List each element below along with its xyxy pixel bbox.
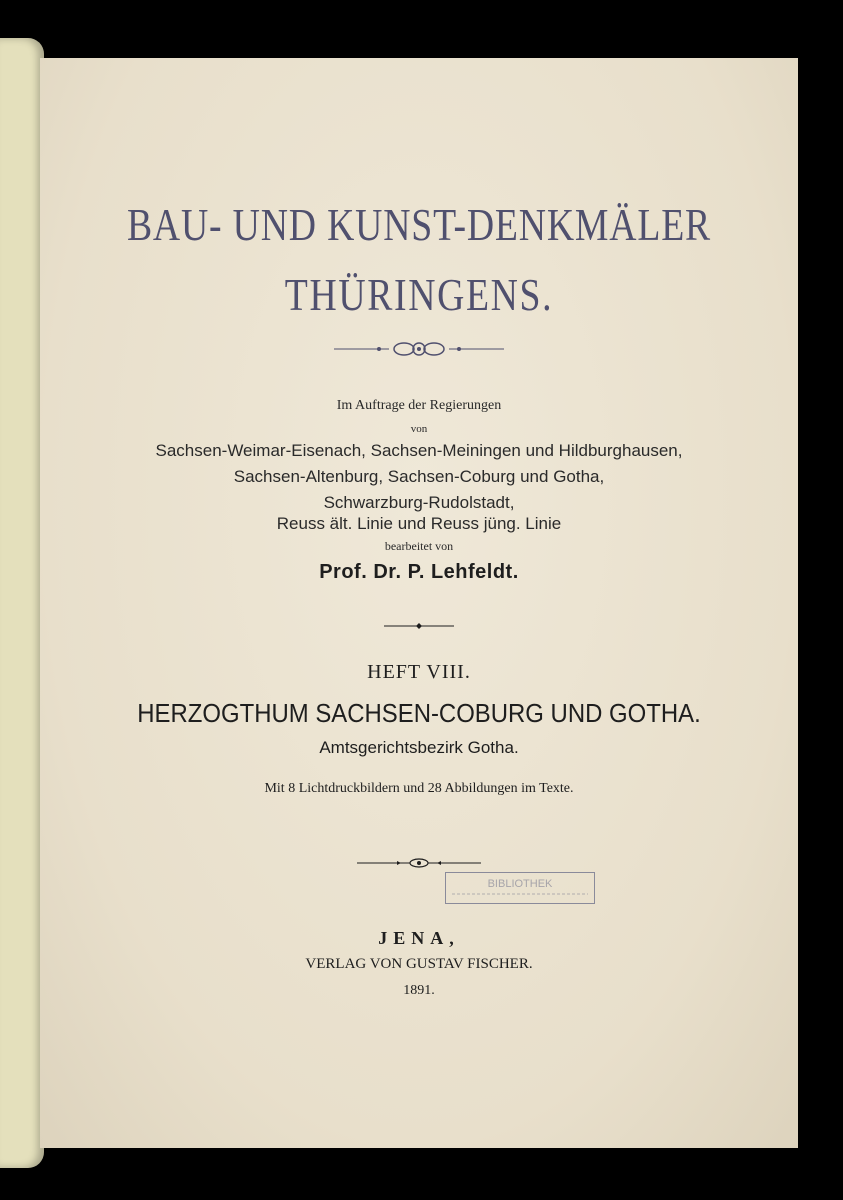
government-line: Sachsen-Weimar-Eisenach, Sachsen-Meiningen und Hildburghausen, <box>155 441 683 460</box>
title-line-2: THÜRINGENS. <box>284 269 554 320</box>
illustrations-note: Mit 8 Lichtdruckbildern und 28 Abbildungen im Texte. <box>264 781 574 796</box>
bottom-ornament-icon <box>40 856 798 870</box>
book-spine-edge <box>0 38 44 1168</box>
title-page <box>40 58 798 1148</box>
ornament-svg <box>334 338 504 360</box>
stamp-text: BIBLIOTHEK <box>487 878 553 890</box>
government-line: Reuss ält. Linie und Reuss jüng. Linie <box>276 514 562 533</box>
government-line: Sachsen-Altenburg, Sachsen-Coburg und Gotha, <box>233 467 605 486</box>
small-divider-icon <box>40 618 798 628</box>
edited-by-label: bearbeitet von <box>384 539 454 553</box>
region-title: HERZOGTHUM SACHSEN-COBURG UND GOTHA. <box>137 698 701 728</box>
commission-von: von <box>410 423 428 435</box>
bottom-ornament-svg <box>357 856 481 870</box>
author-name: Prof. Dr. P. Lehfeldt. <box>319 561 519 583</box>
imprint-publisher: VERLAG VON GUSTAV FISCHER. <box>305 956 533 972</box>
volume-number: HEFT VIII. <box>367 661 471 683</box>
government-line: Schwarzburg-Rudolstadt, <box>323 493 515 512</box>
imprint-year: 1891. <box>403 983 435 998</box>
title-line-1: BAU- UND KUNST-DENKMÄLER <box>126 199 712 250</box>
library-stamp <box>445 872 595 904</box>
district-title: Amtsgerichtsbezirk Gotha. <box>319 738 519 757</box>
small-divider-svg <box>384 621 454 631</box>
ornament-divider-icon <box>40 338 798 360</box>
stamp-svg <box>446 873 594 903</box>
imprint-city: JENA, <box>378 928 460 948</box>
commission-intro: Im Auftrage der Regierungen <box>336 398 502 413</box>
